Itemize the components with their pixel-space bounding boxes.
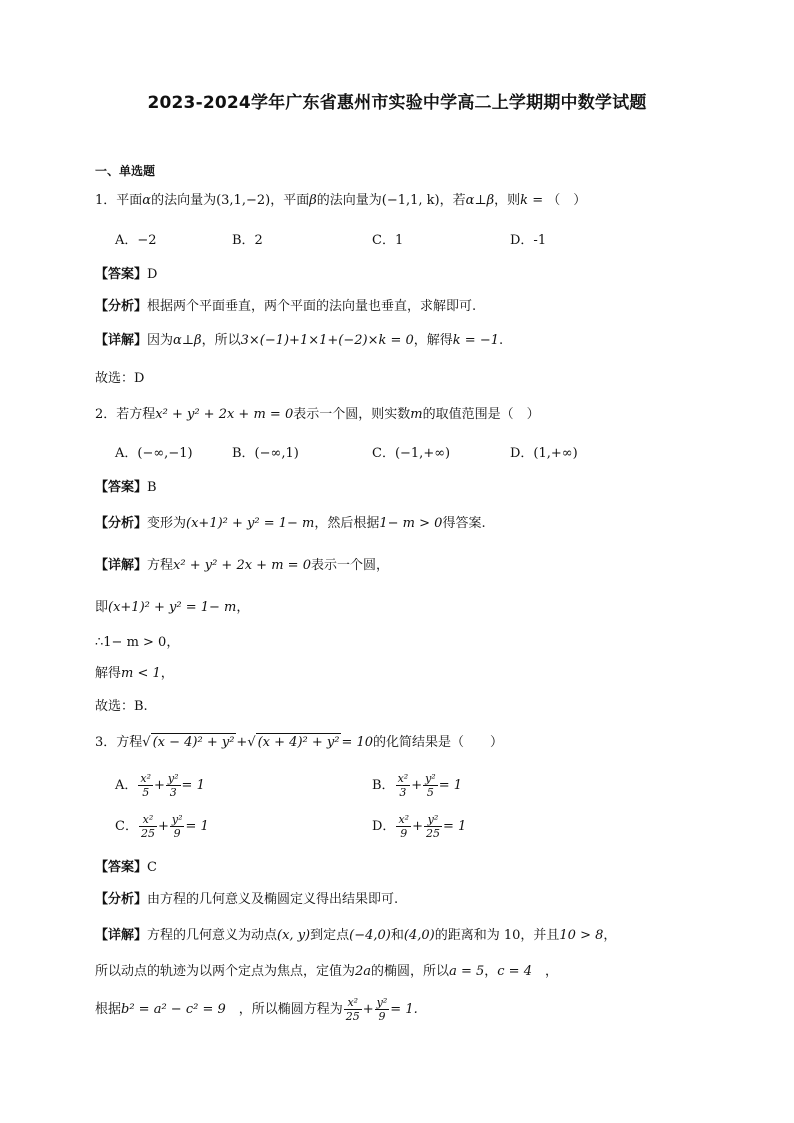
q2-choice: 故选：B. <box>95 699 148 714</box>
page-title: 2023-2024学年广东省惠州市实验中学高二上学期期中数学试题 <box>147 93 647 113</box>
q3-option-a: A． $\frac{\text{x²}}{5}$ + $\frac{\text{y²}}{3}$ = 1 <box>115 772 205 799</box>
q3-answer: 【答案】C <box>95 860 157 875</box>
q3-root-2: (x + 4)² + y² <box>257 735 340 750</box>
q2-stem: 2．若方程x² + y² + 2x + m = 0表示一个圆，则实数m的取值范围是（ ） <box>95 407 540 422</box>
q3-detail-line-2: 所以动点的轨迹为以两个定点为焦点，定值为2a的椭圆，所以a = 5，c = 4 ， <box>95 964 558 979</box>
q3-option-c: C． $\frac{\text{x²}}{25}$ + $\frac{\text{y²}}{9}$ = 1 <box>115 813 209 840</box>
section-heading: 一、单选题 <box>95 164 156 178</box>
q3-root-1: (x − 4)² + y² <box>152 735 235 750</box>
q1-detail: 【详解】因为α⊥β，所以3×(−1)+1×1+(−2)×k = 0，解得k = −1. <box>95 333 504 348</box>
q2-option-c: C．(−1,+∞) <box>372 446 451 461</box>
q3-stem: 3．方程√ (x − 4)² + y² +√ (x + 4)² + y² = 10的化简结果是（ ） <box>95 735 504 750</box>
q2-step-1: 即(x+1)² + y² = 1− m， <box>95 600 250 615</box>
q1-stem: 1．平面α的法向量为(3,1,−2)，平面β的法向量为(−1,1, k)，若α⊥β，则k = （ ） <box>95 193 587 208</box>
q3-detail-line-3: 根据b² = a² − c² = 9 ，所以椭圆方程为 $\frac{\text{x²}}{25}$ + $\frac{\text{y²}}{9}$ = 1. <box>95 996 418 1023</box>
q2-step-2: ∴1− m > 0， <box>95 635 180 650</box>
q2-answer: 【答案】B <box>95 480 157 495</box>
q1-option-c: C．1 <box>372 233 404 248</box>
q1-option-d: D．-1 <box>510 233 547 248</box>
q1-choice: 故选：D <box>95 371 145 386</box>
q2-detail: 【详解】方程x² + y² + 2x + m = 0表示一个圆， <box>95 558 389 573</box>
q3-detail: 【详解】方程的几何意义为动点(x, y)到定点(−4,0)和(4,0)的距离和为 10，并且10 > 8， <box>95 928 617 943</box>
q2-option-a: A．(−∞,−1) <box>115 446 193 461</box>
q2-analysis: 【分析】变形为(x+1)² + y² = 1− m，然后根据1− m > 0得答案. <box>95 516 486 531</box>
q2-option-b: B．(−∞,1) <box>232 446 299 461</box>
q3-analysis: 【分析】由方程的几何意义及椭圆定义得出结果即可. <box>95 892 399 907</box>
q1-answer: 【答案】D <box>95 267 158 282</box>
q3-option-d: D． $\frac{\text{x²}}{9}$ + $\frac{\text{y²}}{25}$ = 1 <box>372 813 467 840</box>
q1-option-b: B．2 <box>232 233 263 248</box>
q3-option-b: B． $\frac{\text{x²}}{3}$ + $\frac{\text{y²}}{5}$ = 1 <box>372 772 463 799</box>
q2-option-d: D．(1,+∞) <box>510 446 578 461</box>
q1-analysis: 【分析】根据两个平面垂直，两个平面的法向量也垂直，求解即可. <box>95 299 477 314</box>
q1-option-a: A．−2 <box>115 233 157 248</box>
q2-step-3: 解得m < 1， <box>95 666 174 681</box>
